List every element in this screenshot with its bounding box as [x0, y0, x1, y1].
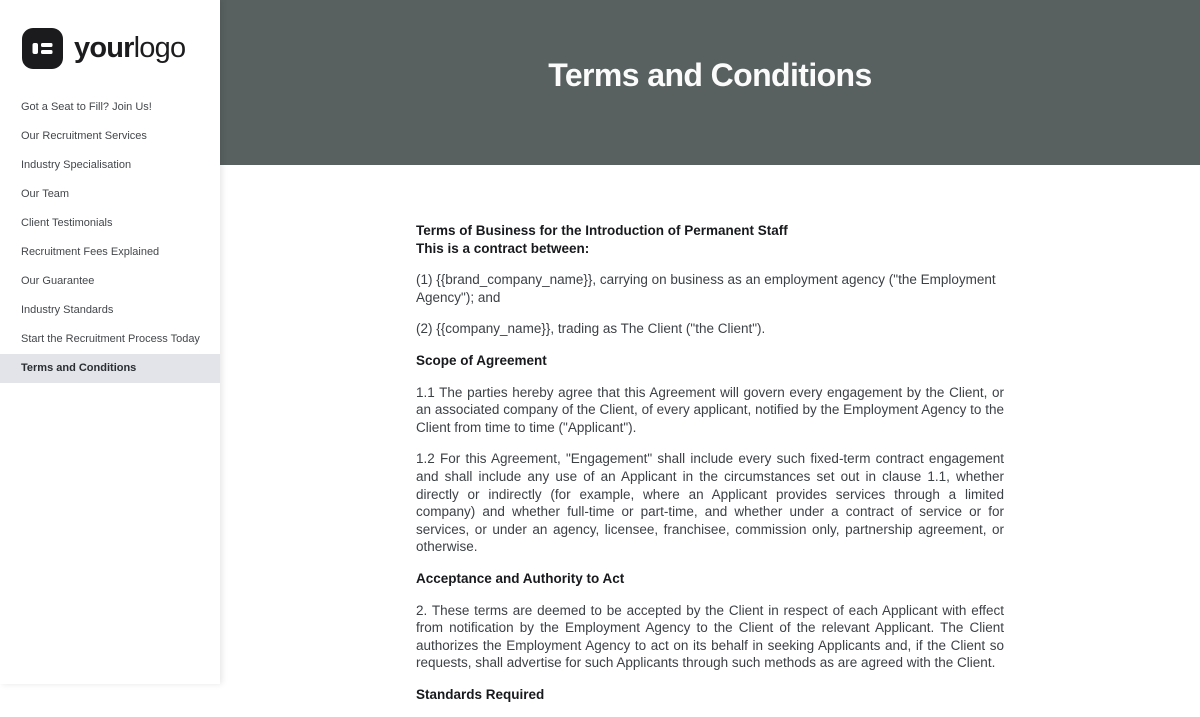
- logo-text-bold: your: [74, 32, 134, 64]
- document-heading: Scope of Agreement: [416, 352, 547, 368]
- page-banner: [220, 0, 1200, 165]
- document-heading: Acceptance and Authority to Act: [416, 570, 625, 586]
- sidebar-item-6[interactable]: Recruitment Fees Explained: [21, 246, 160, 258]
- sidebar-item-4[interactable]: Our Team: [21, 188, 70, 200]
- document-heading: This is a contract between:: [416, 240, 590, 256]
- logo-icon: [22, 28, 63, 69]
- sidebar: [0, 0, 220, 684]
- sidebar-item-2[interactable]: Our Recruitment Services: [21, 130, 147, 142]
- main-area: [220, 0, 1200, 702]
- document-heading: Terms of Business for the Introduction of Permanent Staff: [416, 223, 788, 238]
- sidebar-item-9[interactable]: Start the Recruitment Process Today: [21, 333, 200, 345]
- sidebar-item-5[interactable]: Client Testimonials: [21, 217, 113, 229]
- logo[interactable]: [0, 0, 220, 69]
- logo-text: [74, 34, 185, 63]
- sidebar-item-7[interactable]: Our Guarantee: [21, 275, 95, 287]
- sidebar-item-8[interactable]: Industry Standards: [21, 304, 114, 316]
- sidebar-item-10-active[interactable]: Terms and Conditions: [0, 354, 220, 383]
- sidebar-nav: [0, 93, 220, 383]
- document-paragraph: (2) {{company_name}}, trading as The Client ("the Client").: [416, 321, 766, 337]
- sidebar-item-3[interactable]: Industry Specialisation: [21, 159, 132, 171]
- document-content: [416, 165, 1004, 717]
- document-paragraph: 1.2 For this Agreement, "Engagement" shall include every such fixed-term contract engagement and shall include any use of an Applicant in the circumstances set out in clause 1.1, whether directly or indirectly (for example, where an Applicant provides services through a limited company) and whether full-time or part-time, and whether under a contract of service or for services, or under an agency, licensee, franchisee, commission only, partnership agreement, or otherwise.: [416, 451, 1004, 555]
- sidebar-item-1[interactable]: Got a Seat to Fill? Join Us!: [21, 101, 152, 113]
- document-paragraph: (1) {{brand_company_name}}, carrying on business as an employment agency ("the Employment Agency"); and: [416, 272, 996, 305]
- logo-text-light: logo: [133, 32, 186, 64]
- document-paragraph: 1.1 The parties hereby agree that this Agreement will govern every engagement by the Client, or an associated company of the Client, of every applicant, notified by the Employment Agency to the Client from time to time ("Applicant").: [416, 384, 1004, 435]
- document-heading: Standards Required: [416, 686, 545, 702]
- document-paragraph: 2. These terms are deemed to be accepted by the Client in respect of each Applicant with effect from notification by the Employment Agency to the Client of the relevant Applicant. The Client authorizes the Employment Agency to act on its behalf in seeking Applicants and, if the Client so requests, shall advertise for such Applicants through such methods as are agreed with the Client.: [416, 602, 1004, 671]
- page-title: Terms and Conditions: [548, 57, 872, 93]
